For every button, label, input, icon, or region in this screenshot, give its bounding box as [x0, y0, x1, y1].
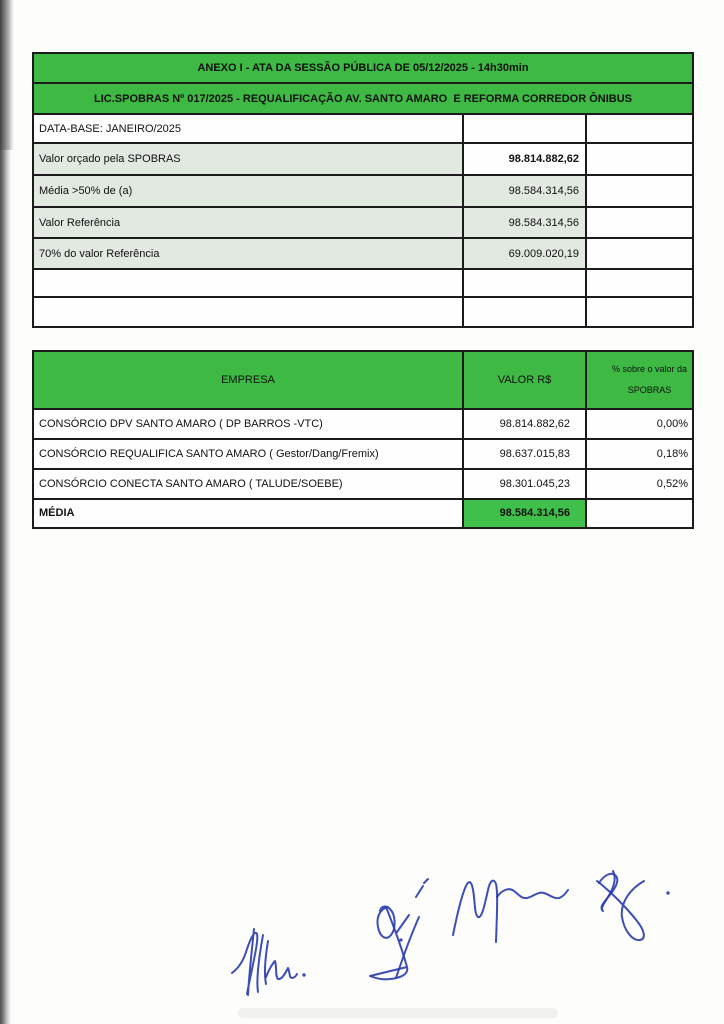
bid-percent: 0,00% [586, 409, 693, 439]
bid-valor: 98.637.015,83 [463, 439, 586, 469]
title-row-2 [33, 83, 693, 114]
valor-70pct-label: 70% do valor Referência [33, 238, 463, 269]
empty-cell [463, 269, 586, 297]
bid-empresa: CONSÓRCIO REQUALIFICA SANTO AMARO ( Gestor/Dang/Fremix) [33, 439, 463, 469]
table-row [33, 114, 693, 143]
signature-4 [597, 871, 670, 940]
signature-1 [232, 929, 306, 995]
empty-cell [586, 297, 693, 327]
media-50-value: 98.584.314,56 [463, 175, 586, 207]
empty-cell [463, 297, 586, 327]
empresa-header: EMPRESA [33, 351, 463, 409]
valor-70pct-value: 69.009.020,19 [463, 238, 586, 269]
empty-cell [586, 269, 693, 297]
table-row [33, 207, 693, 238]
data-base-value [463, 114, 586, 143]
scan-left-edge-shadow [0, 0, 11, 1024]
bid-row [33, 439, 693, 469]
empty-cell [586, 143, 693, 175]
empty-cell [586, 238, 693, 269]
title-row-1 [33, 53, 693, 83]
summary-table [32, 52, 694, 328]
empty-row [33, 269, 693, 297]
bid-valor: 98.301.045,23 [463, 469, 586, 499]
document-title-licitacao: LIC.SPOBRAS Nº 017/2025 - REQUALIFICAÇÃO AV. SANTO AMARO E REFORMA CORREDOR ÔNIBUS [33, 83, 693, 114]
table-row [33, 143, 693, 175]
bids-header-row [33, 351, 693, 409]
table-row [33, 238, 693, 269]
percent-header [586, 351, 693, 409]
media-value: 98.584.314,56 [463, 499, 586, 528]
signature-3 [453, 881, 568, 942]
bid-valor: 98.814.882,62 [463, 409, 586, 439]
bids-table [32, 350, 694, 529]
valor-orcado-label: Valor orçado pela SPOBRAS [33, 143, 463, 175]
empty-cell [586, 207, 693, 238]
table-row [33, 175, 693, 207]
bid-row [33, 469, 693, 499]
media-label: MÉDIA [33, 499, 463, 528]
empty-cell [586, 114, 693, 143]
bid-empresa: CONSÓRCIO CONECTA SANTO AMARO ( TALUDE/SOEBE) [33, 469, 463, 499]
bid-percent: 0,52% [586, 469, 693, 499]
percent-header-line1: % sobre o valor da [611, 363, 688, 374]
empty-cell [33, 297, 463, 327]
valor-header: VALOR R$ [463, 351, 586, 409]
valor-orcado-value: 98.814.882,62 [463, 143, 586, 175]
media-50-label: Média >50% de (a) [33, 175, 463, 207]
media-footer-row [33, 499, 693, 528]
scan-smudge [238, 1008, 558, 1018]
empty-row [33, 297, 693, 327]
signature-2 [370, 879, 428, 979]
bid-percent: 0,18% [586, 439, 693, 469]
valor-referencia-value: 98.584.314,56 [463, 207, 586, 238]
document-title-anexo: ANEXO I - ATA DA SESSÃO PÚBLICA DE 05/12/2025 - 14h30min [33, 53, 693, 83]
valor-referencia-label: Valor Referência [33, 207, 463, 238]
empty-cell [586, 499, 693, 528]
bid-row [33, 409, 693, 439]
data-base-label: DATA-BASE: JANEIRO/2025 [33, 114, 463, 143]
scan-corner-shadow [0, 0, 14, 150]
signatures-area [200, 845, 700, 1015]
empty-cell [33, 269, 463, 297]
bid-empresa: CONSÓRCIO DPV SANTO AMARO ( DP BARROS -VTC) [33, 409, 463, 439]
empty-cell [586, 175, 693, 207]
percent-header-line2: SPOBRAS [627, 385, 672, 396]
